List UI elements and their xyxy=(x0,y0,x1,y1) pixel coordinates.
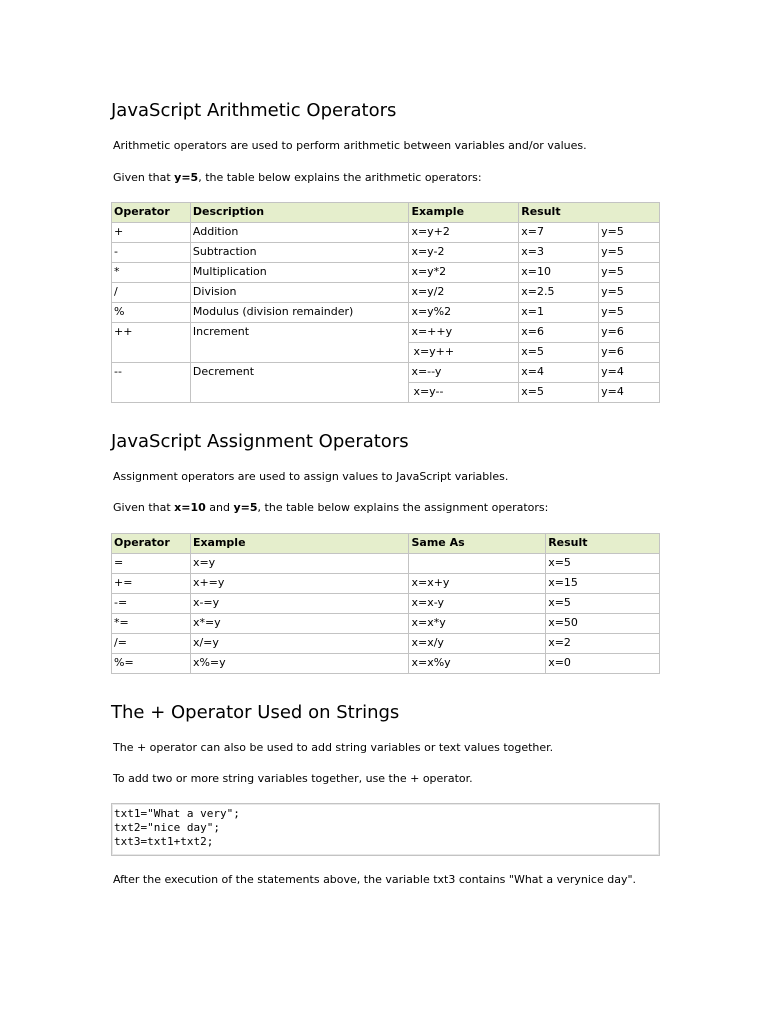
result-x-cell: x=5 xyxy=(519,383,599,403)
operator-cell: % xyxy=(112,303,191,323)
table-row xyxy=(112,363,660,383)
assignment-table xyxy=(111,533,660,674)
result-y-cell: y=5 xyxy=(599,243,660,263)
result-y-cell: y=4 xyxy=(599,383,660,403)
given-var-x: x=10 xyxy=(174,501,206,514)
operator-cell: - xyxy=(112,243,191,263)
result-cell: x=5 xyxy=(546,594,660,614)
result-y-cell: y=5 xyxy=(599,303,660,323)
table-header-row xyxy=(112,203,660,223)
strings-result-paragraph: After the execution of the statements above, the variable txt3 contains "What a verynice day". xyxy=(113,873,637,886)
example-cell: x=y%2 xyxy=(409,303,519,323)
example-cell: x*=y xyxy=(190,614,409,634)
operator-cell: %= xyxy=(112,654,191,674)
table-row xyxy=(112,263,660,283)
result-x-cell: x=5 xyxy=(519,343,599,363)
description-cell: Subtraction xyxy=(190,243,409,263)
given-suffix: , the table below explains the arithmetic operators: xyxy=(198,171,482,184)
example-cell: x=--y xyxy=(409,363,519,383)
example-cell: x=y++ xyxy=(409,343,519,363)
same-as-cell: x=x+y xyxy=(409,574,546,594)
table-row xyxy=(112,554,660,574)
description-cell: Multiplication xyxy=(190,263,409,283)
assignment-given xyxy=(113,501,548,514)
col-header: Operator xyxy=(112,203,191,223)
assignment-heading: JavaScript Assignment Operators xyxy=(111,431,409,452)
description-cell: Division xyxy=(190,283,409,303)
table-row xyxy=(112,634,660,654)
description-cell: Addition xyxy=(190,223,409,243)
result-cell: x=50 xyxy=(546,614,660,634)
result-y-cell: y=6 xyxy=(599,323,660,343)
table-header-row xyxy=(112,534,660,554)
arithmetic-heading: JavaScript Arithmetic Operators xyxy=(111,100,397,121)
given-mid: and xyxy=(205,501,234,514)
example-cell: x=y*2 xyxy=(409,263,519,283)
given-var-y: y=5 xyxy=(233,501,258,514)
arithmetic-given xyxy=(113,171,482,184)
operator-cell: ++ xyxy=(112,323,191,363)
col-header: Example xyxy=(190,534,409,554)
operator-cell: /= xyxy=(112,634,191,654)
operator-cell: += xyxy=(112,574,191,594)
description-cell: Modulus (division remainder) xyxy=(190,303,409,323)
result-y-cell: y=5 xyxy=(599,283,660,303)
result-cell: x=0 xyxy=(546,654,660,674)
result-cell: x=5 xyxy=(546,554,660,574)
operator-cell: *= xyxy=(112,614,191,634)
result-x-cell: x=6 xyxy=(519,323,599,343)
same-as-cell: x=x*y xyxy=(409,614,546,634)
table-row xyxy=(112,323,660,343)
result-x-cell: x=4 xyxy=(519,363,599,383)
col-header: Same As xyxy=(409,534,546,554)
same-as-cell: x=x-y xyxy=(409,594,546,614)
example-cell: x=y-2 xyxy=(409,243,519,263)
assignment-intro: Assignment operators are used to assign values to JavaScript variables. xyxy=(113,470,509,483)
result-x-cell: x=2.5 xyxy=(519,283,599,303)
strings-heading: The + Operator Used on Strings xyxy=(111,702,400,723)
result-x-cell: x=3 xyxy=(519,243,599,263)
example-cell: x=y+2 xyxy=(409,223,519,243)
same-as-cell: x=x%y xyxy=(409,654,546,674)
example-cell: x%=y xyxy=(190,654,409,674)
operator-cell: * xyxy=(112,263,191,283)
example-cell: x/=y xyxy=(190,634,409,654)
col-header: Example xyxy=(409,203,519,223)
col-header: Description xyxy=(190,203,409,223)
table-row xyxy=(112,654,660,674)
operator-cell: -- xyxy=(112,363,191,403)
same-as-cell: x=x/y xyxy=(409,634,546,654)
result-y-cell: y=5 xyxy=(599,263,660,283)
table-row xyxy=(112,303,660,323)
given-var: y=5 xyxy=(174,171,199,184)
table-row xyxy=(112,283,660,303)
result-y-cell: y=6 xyxy=(599,343,660,363)
arithmetic-intro: Arithmetic operators are used to perform arithmetic between variables and/or values. xyxy=(113,139,587,152)
result-x-cell: x=10 xyxy=(519,263,599,283)
col-header: Result xyxy=(546,534,660,554)
result-x-cell: x=1 xyxy=(519,303,599,323)
result-cell: x=15 xyxy=(546,574,660,594)
example-cell: x+=y xyxy=(190,574,409,594)
table-row xyxy=(112,614,660,634)
strings-paragraph-2: To add two or more string variables together, use the + operator. xyxy=(113,772,473,785)
given-suffix: , the table below explains the assignment operators: xyxy=(257,501,549,514)
description-cell: Increment xyxy=(190,323,409,363)
table-row xyxy=(112,223,660,243)
code-line: txt2="nice day"; xyxy=(114,821,220,834)
operator-cell: / xyxy=(112,283,191,303)
result-x-cell: x=7 xyxy=(519,223,599,243)
col-header: Result xyxy=(519,203,660,223)
example-cell: x=++y xyxy=(409,323,519,343)
operator-cell: -= xyxy=(112,594,191,614)
col-header: Operator xyxy=(112,534,191,554)
operator-cell: = xyxy=(112,554,191,574)
result-cell: x=2 xyxy=(546,634,660,654)
example-cell: x=y/2 xyxy=(409,283,519,303)
operator-cell: + xyxy=(112,223,191,243)
code-line: txt3=txt1+txt2; xyxy=(114,835,214,848)
code-line: txt1="What a very"; xyxy=(114,807,240,820)
result-y-cell: y=5 xyxy=(599,223,660,243)
table-row xyxy=(112,594,660,614)
given-prefix: Given that xyxy=(113,171,175,184)
description-cell: Decrement xyxy=(190,363,409,403)
table-row xyxy=(112,243,660,263)
result-y-cell: y=4 xyxy=(599,363,660,383)
given-prefix: Given that xyxy=(113,501,175,514)
example-cell: x=y-- xyxy=(409,383,519,403)
example-cell: x=y xyxy=(190,554,409,574)
same-as-cell xyxy=(409,554,546,574)
arithmetic-table xyxy=(111,202,660,403)
example-cell: x-=y xyxy=(190,594,409,614)
code-example xyxy=(111,803,660,856)
strings-paragraph-1: The + operator can also be used to add string variables or text values together. xyxy=(113,741,554,754)
table-row xyxy=(112,574,660,594)
